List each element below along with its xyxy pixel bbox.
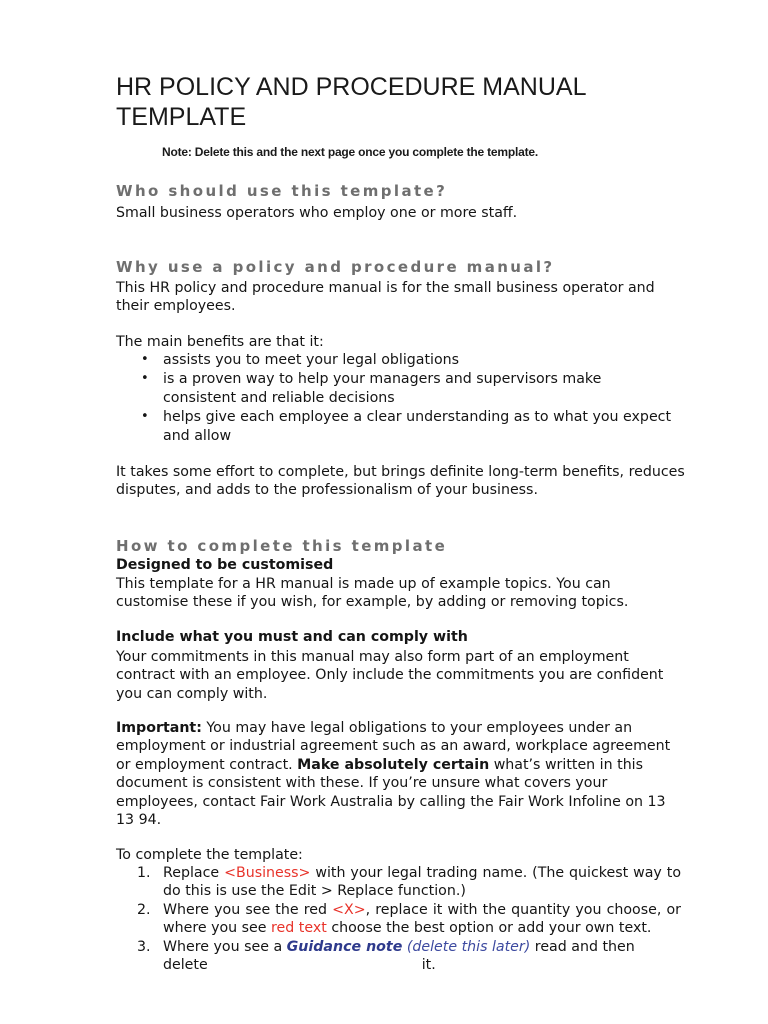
important-paragraph bbox=[116, 719, 686, 829]
why-intro: This HR policy and procedure manual is for the small business operator and their employees. bbox=[116, 280, 655, 315]
step2-text-c: choose the best option or add your own text. bbox=[331, 920, 652, 937]
important-text1: You may have legal obligations to your employees under an employment or industrial agreement such as an award, workplace agreement or employment contract. bbox=[116, 720, 671, 773]
step2-text-a: Where you see the red bbox=[163, 901, 327, 918]
step-number: 3. bbox=[137, 938, 151, 955]
step3-text-b: read and then delete bbox=[163, 938, 635, 974]
step2-text-b: , replace it with the quantity you choose, or where you see bbox=[163, 901, 681, 937]
list-item bbox=[116, 864, 681, 901]
step1-text-a: Replace bbox=[163, 865, 220, 881]
why-closing: It takes some effort to complete, but brings definite long-term benefits, reduces disputes, and adds to the professionalism of your business. bbox=[116, 464, 685, 499]
document-title bbox=[116, 72, 676, 132]
important-text2: what’s written in this document is consistent with these. If you’re unsure what covers your employees, contact Fair Work Australia by calling the Fair Work Infoline on 13 13 94. bbox=[116, 756, 666, 829]
list-item: • is a proven way to help your managers and supervisors make consistent and reliable decisions bbox=[116, 370, 676, 407]
why-heading: Why use a policy and procedure manual? bbox=[116, 258, 555, 276]
step1-text-b: with your legal trading name. (The quickest way to do this is use the Edit > Replace function.) bbox=[163, 865, 681, 900]
benefits-lead: The main benefits are that it: bbox=[116, 334, 324, 350]
how-heading: How to complete this template bbox=[116, 537, 448, 555]
list-item: • helps give each employee a clear understanding as to what you expect and allow bbox=[116, 408, 676, 445]
document-title-line2: TEMPLATE bbox=[116, 103, 247, 131]
list-item: • assists you to meet your legal obligations bbox=[116, 351, 676, 369]
step-number: 2. bbox=[137, 901, 151, 918]
important-label: Important: bbox=[116, 720, 202, 736]
benefits-list bbox=[116, 351, 676, 446]
guidance-note-hint: (delete this later) bbox=[406, 938, 531, 955]
customised-heading: Designed to be customised bbox=[116, 557, 334, 573]
comply-heading: Include what you must and can comply with bbox=[116, 629, 468, 645]
customised-text: This template for a HR manual is made up of example topics. You can customise these if you wish, for example, by adding or removing topics. bbox=[116, 576, 629, 611]
red-text-example: red text bbox=[271, 920, 327, 937]
business-placeholder: <Business> bbox=[224, 865, 311, 881]
who-heading: Who should use this template? bbox=[116, 182, 448, 200]
delete-note: Note: Delete this and the next page once you complete the template. bbox=[162, 145, 539, 159]
list-item bbox=[116, 901, 681, 938]
step-number: 1. bbox=[137, 865, 151, 881]
guidance-note-label: Guidance note bbox=[286, 938, 403, 955]
comply-text: Your commitments in this manual may also form part of an employment contract with an employee. Only include the commitments you are confident you can comply with. bbox=[116, 649, 664, 702]
steps-lead: To complete the template: bbox=[116, 847, 303, 863]
document-title-line1: HR POLICY AND PROCEDURE MANUAL bbox=[116, 73, 587, 101]
step3-text-c: it. bbox=[421, 957, 436, 974]
step3-text-a: Where you see a bbox=[163, 938, 283, 955]
list-item bbox=[116, 938, 681, 975]
x-placeholder: <X> bbox=[332, 901, 366, 918]
important-bold: Make absolutely certain bbox=[297, 756, 490, 773]
who-text: Small business operators who employ one or more staff. bbox=[116, 205, 518, 221]
steps-list bbox=[116, 864, 681, 974]
